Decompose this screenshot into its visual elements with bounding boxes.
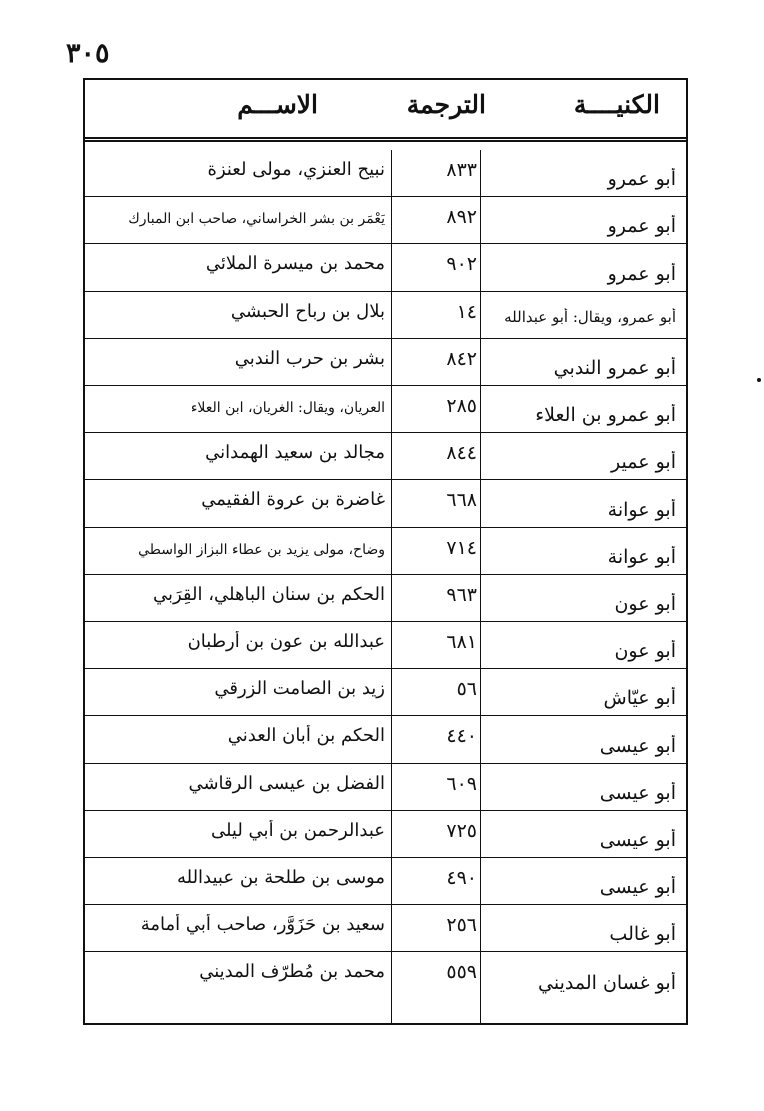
tarjama-number-cell: ٢٨٥ (446, 395, 477, 417)
kunya-cell: أبو عون (614, 592, 676, 615)
table-row (85, 480, 686, 527)
tarjama-number-cell: ٥٦ (456, 678, 477, 701)
name-cell: الحكم بن سنان الباهلي، القِرَبي (152, 583, 385, 605)
tarjama-number-cell: ٤٤٠ (446, 725, 477, 748)
tarjama-number-cell: ٨٤٤ (446, 442, 477, 465)
name-cell: موسى بن طلحة بن عبيدالله (176, 867, 385, 888)
kunya-cell: أبو عيسى (599, 781, 676, 804)
table-row (85, 811, 686, 858)
name-cell: محمد بن مُطرّف المديني (199, 961, 385, 983)
name-cell: نبيح العنزي، مولى لعنزة (207, 159, 385, 180)
header-ism: الاســـم (237, 90, 318, 119)
tarjama-number-cell: ٨٩٢ (446, 206, 477, 229)
table-row (85, 433, 686, 480)
tarjama-number-cell: ٧٢٥ (446, 819, 477, 842)
name-cell: وضاح، مولى يزيد بن عطاء البزاز الواسطي (138, 541, 385, 558)
kunya-cell: أبو عيّاش (603, 687, 676, 710)
kunya-cell: أبو عمير (611, 451, 676, 474)
name-cell: بلال بن رباح الحبشي (230, 300, 385, 322)
name-cell: عبدالله بن عون بن أرطبان (187, 631, 385, 652)
margin-mark (757, 378, 761, 382)
kunya-cell: أبو عوانة (607, 545, 676, 568)
tarjama-number-cell: ٥٥٩ (446, 961, 477, 984)
kunya-index-table (83, 78, 688, 1025)
header-kunya: الكنيــــة (573, 90, 660, 119)
kunya-cell: أبو غسان المديني (538, 971, 676, 994)
tarjama-number-cell: ٦٨١ (446, 631, 477, 653)
kunya-cell: أبو عمرو (607, 168, 676, 191)
table-row (85, 575, 686, 622)
table-row (85, 764, 686, 811)
tarjama-number-cell: ٦٦٨ (446, 489, 477, 512)
table-row (85, 244, 686, 291)
table-header (85, 80, 686, 142)
kunya-cell: أبو عمرو الندبي (553, 356, 676, 379)
name-cell: الفضل بن عيسى الرقاشي (188, 772, 385, 794)
name-cell: محمد بن ميسرة الملائي (205, 253, 385, 275)
tarjama-number-cell: ٤٩٠ (446, 867, 477, 889)
table-row (85, 386, 686, 433)
kunya-cell: أبو عيسى (599, 828, 676, 851)
kunya-cell: أبو عمرو (607, 262, 676, 285)
name-cell: غاضرة بن عروة الفقيمي (201, 489, 385, 511)
name-cell: بشر بن حرب الندبي (234, 347, 385, 369)
header-tarjama: الترجمة (406, 90, 486, 119)
page-number: ٣٠٥ (66, 38, 110, 69)
name-cell: زيد بن الصامت الزرقي (214, 678, 385, 700)
kunya-cell: أبو عون (614, 640, 676, 663)
tarjama-number-cell: ٨٣٣ (446, 159, 477, 181)
table-row (85, 339, 686, 386)
kunya-cell: أبو عمرو بن العلاء (535, 404, 676, 427)
table-row (85, 197, 686, 244)
table-row (85, 150, 686, 197)
kunya-cell: أبو عمرو (607, 215, 676, 238)
kunya-cell: أبو عيسى (599, 734, 676, 757)
table-row (85, 292, 686, 339)
kunya-cell: أبو عمرو، ويقال: أبو عبدالله (504, 307, 676, 326)
table-row (85, 858, 686, 905)
tarjama-number-cell: ٧١٤ (446, 536, 477, 559)
tarjama-number-cell: ٦٠٩ (446, 772, 477, 795)
kunya-cell: أبو عوانة (607, 498, 676, 521)
table-row (85, 952, 686, 999)
name-cell: عبدالرحمن بن أبي ليلى (210, 819, 385, 841)
table-row (85, 905, 686, 952)
name-cell: مجالد بن سعيد الهمداني (205, 442, 385, 464)
table-row (85, 669, 686, 716)
name-cell: الحكم بن أبان العدني (227, 725, 385, 747)
table-row (85, 622, 686, 669)
tarjama-number-cell: ٩٠٢ (446, 253, 477, 276)
name-cell: سعيد بن حَزَوَّر، صاحب أبي أمامة (140, 914, 385, 936)
table-row (85, 528, 686, 575)
name-cell: العريان، ويقال: الغريان، ابن العلاء (190, 400, 385, 416)
table-row (85, 716, 686, 763)
tarjama-number-cell: ٨٤٢ (446, 347, 477, 370)
kunya-cell: أبو عيسى (599, 876, 676, 899)
tarjama-number-cell: ١٤ (456, 300, 477, 323)
tarjama-number-cell: ٢٥٦ (446, 914, 477, 937)
name-cell: يَعْمَر بن بشر الخراساني، صاحب ابن المبارك (128, 211, 385, 228)
tarjama-number-cell: ٩٦٣ (446, 583, 477, 606)
kunya-cell: أبو غالب (609, 923, 676, 946)
